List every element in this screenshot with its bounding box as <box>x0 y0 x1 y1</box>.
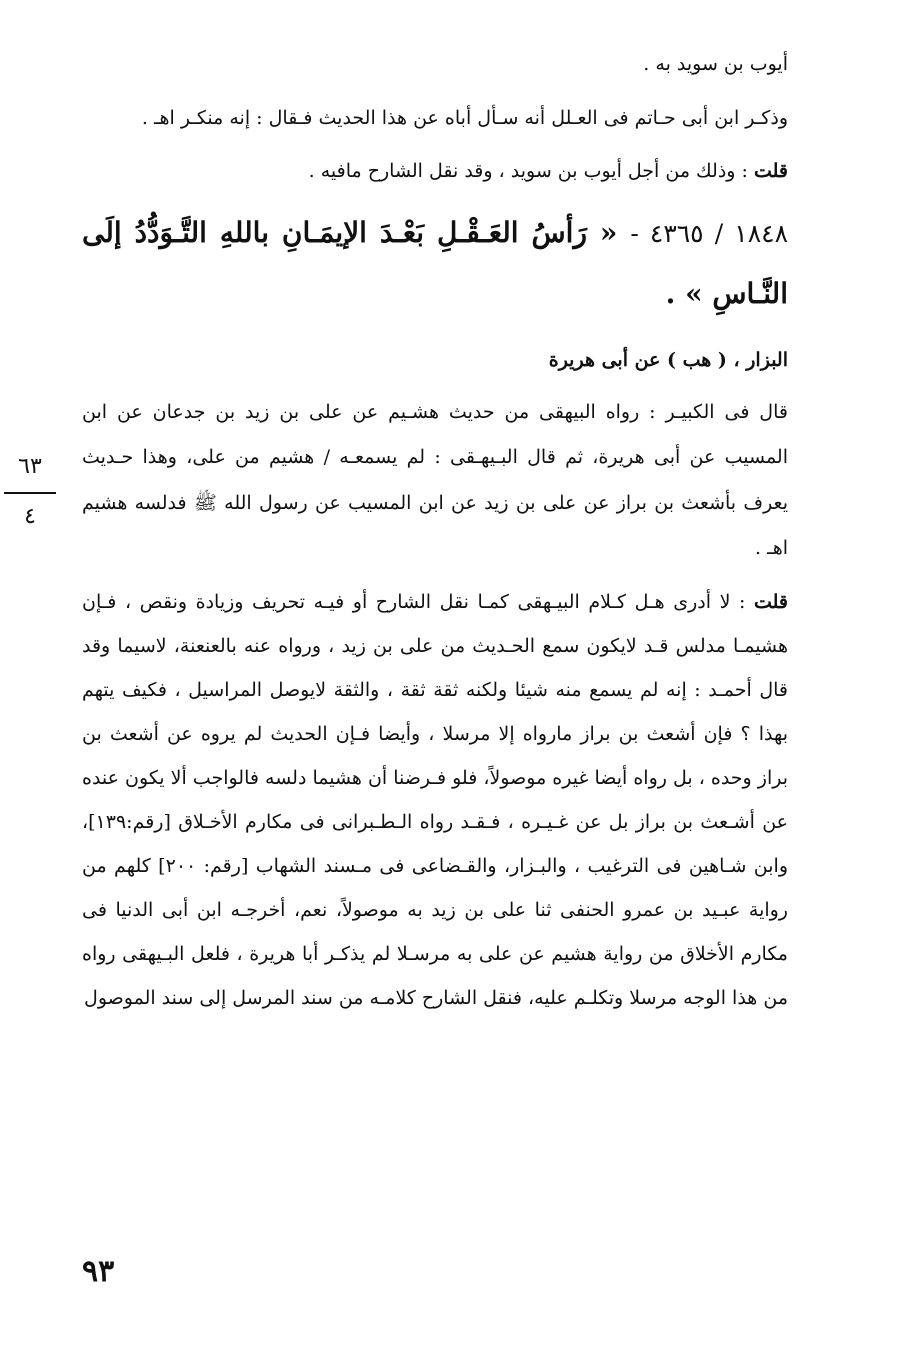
paragraph-comment-1-text: : وذلك من أجل أيوب بن سويد ، وقد نقل الشارح مافيه . <box>308 160 754 182</box>
margin-reference <box>4 452 56 532</box>
margin-reference-part: ٤ <box>24 504 36 529</box>
page-number: ٩٣ <box>82 1254 115 1289</box>
paragraph-comment-1 <box>82 149 788 195</box>
hadith-text: « رَأسُ العَـقْـلِ بَعْـدَ الإيمَـانِ باللهِ التَّـوَدُّدُ إلَى النَّـاسِ » . <box>82 215 788 310</box>
qultu-label: قلت <box>753 160 788 182</box>
hadith-heading <box>82 203 788 324</box>
main-text <box>82 42 788 1028</box>
paragraph-kabir: قال فى الكبيـر : رواه البيهقى من حديث هشـيم عن على بن زيد بن جدعان عن ابن المسيب عن أبى هريرة، ثم قال البـيهـقى : لم يسمعـه / هشيم من على، وهذا حـديث يعرف بأشعث بن براز عن على بن زيد عن ابن المسيب عن رسول الله ﷺ فدلسه هشيم اهـ . <box>82 400 788 559</box>
qultu-label-2: قلت <box>753 590 788 613</box>
paragraph-continuation: أيوب بن سويد به . <box>643 53 788 75</box>
paragraph-comment-2-text: : لا أدرى هـل كـلام البيـهقى كمـا نقل الشارح أو فيـه تحريف وزيادة ونقص ، فـإن هشيمـا مدلس قـد لايكون سمع الحـديث من على بن زيد ، ورواه عنه بالعنعنة، لاسيما وقد قال أحمـد : إنه لم يسمع منه شيئا ولكنه ثقة ثقة ، والثقة لايوصل المراسيل ، فكيف يتهم بهذا ؟ فإن أشعث بن براز مارواه إلا مرسلا ، وأيضا فـإن الحديث لم يروه عن أشعث بن براز وحده ، بل رواه أيضا غيره موصولاً، فلو فـرضنا أن هشيما دلسه فالواجب ألا يكون عنده عن أشـعث بن براز بل عن غـيـره ، فـقـد رواه الـطـبرانى فى مكارم الأخـلاق [رقم:١٣٩]، وابن شـاهين فى الترغيب ، والبـزار، والقـضاعى فى مـسند الشهاب [رقم: ٢٠٠] كلهم من رواية عبـيد بن عمرو الحنفى ثنا على بن زيد به موصولاً، نعم، أخرجـه ابن أبى الدنيا فى مكارم الأخلاق من رواية هشيم عن على به مرسـلا لم يذكـر أبا هريرة ، فلعل البـيهقى رواه من هذا الوجه مرسلا وتكلـم عليه، فنقل الشارح كلامـه من سند المرسل إلى سند الموصول <box>82 590 788 1009</box>
hadith-number: ١٨٤٨ / ٤٣٦٥ - <box>630 218 788 248</box>
margin-reference-volume: ٦٣ <box>18 454 42 479</box>
paragraph-ilal: وذكـر ابن أبى حـاتم فى العـلل أنه سـأل أباه عن هذا الحديث فـقال : إنه منكـر اهـ . <box>141 106 788 129</box>
paragraph-comment-2 <box>82 580 788 1020</box>
hadith-source: البزار ، ( هب ) عن أبى هريرة <box>548 348 788 371</box>
margin-reference-divider <box>4 492 56 494</box>
